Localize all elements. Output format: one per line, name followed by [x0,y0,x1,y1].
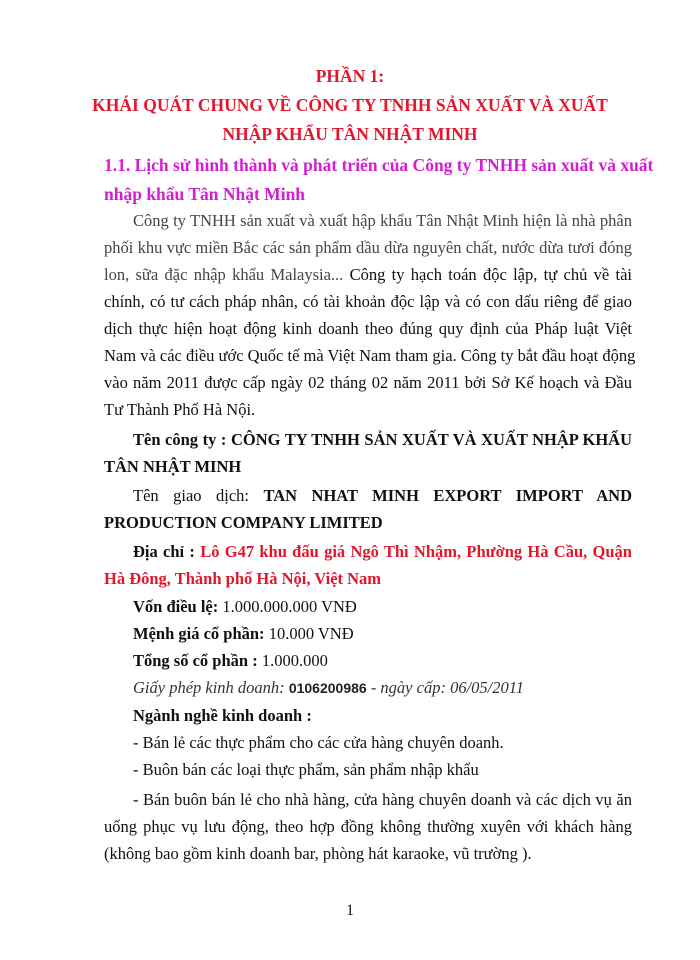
license-number: 0106200986 [288,680,367,696]
intro-line-3b: Công ty hạch toán độc lập, tự chủ về tài [343,265,632,284]
license-row [133,678,632,698]
intro-line-4: chính, có tư cách pháp nhân, có tài khoản độc lập và có con dấu riêng để giao [104,292,632,311]
business-item-2: - Buôn bán các loại thực phẩm, sản phẩm nhập khẩu [133,760,479,779]
trade-name-label: Tên giao dịch: [133,486,264,505]
trade-name-line-2: PRODUCTION COMPANY LIMITED [104,513,383,532]
part-heading: PHẦN 1: [315,66,385,86]
shares-total-value: 1.000.000 [261,651,328,670]
license-date: - ngày cấp: 06/05/2011 [366,678,525,697]
business-item-1: - Bán lẻ các thực phẩm cho các cửa hàng chuyên doanh. [133,733,504,752]
business-item-3-line-1: - Bán buôn bán lẻ cho nhà hàng, cửa hàng chuyên doanh và các dịch vụ ăn [133,790,632,809]
capital-label: Vốn điều lệ: [133,597,223,616]
address-line-1 [133,542,632,562]
capital-value: 1.000.000.000 VNĐ [222,597,357,616]
address-line-2: Hà Đông, Thành phố Hà Nội, Việt Nam [104,569,382,588]
section-heading-line-1: 1.1. Lịch sử hình thành và phát triển của Công ty TNHH sản xuất và xuất [104,155,654,175]
capital-row [133,597,632,617]
intro-line-7: vào năm 2011 được cấp ngày 02 tháng 02 năm 2011 bởi Sở Kế hoạch và Đầu [104,373,632,392]
intro-line-3 [104,265,632,285]
intro-line-1: Công ty TNHH sản xuất và xuất hập khẩu Tân Nhật Minh hiện là nhà phân [133,211,632,230]
company-name-line-2: TÂN NHẬT MINH [104,457,242,476]
business-heading: Ngành nghề kinh doanh : [133,706,312,725]
intro-line-2: phối khu vực miền Bắc các sản phẩm dầu dừa nguyên chất, nước dừa tươi đóng [104,238,632,257]
company-name-value: CÔNG TY TNHH SẢN XUẤT VÀ XUẤT NHẬP KHẨU [230,430,632,449]
page-number: 1 [346,902,354,919]
business-item-3-line-3: (không bao gồm kinh doanh bar, phòng hát karaoke, vũ trường ). [104,844,532,863]
intro-line-8: Tư Thành Phố Hà Nội. [104,400,256,419]
share-par-row [133,624,632,644]
title-line-2: NHẬP KHẨU TÂN NHẬT MINH [222,124,478,144]
business-item-3-line-2: uống phục vụ lưu động, theo hợp đồng không thường xuyên với khách hàng [104,817,632,836]
intro-line-3a: lon, sữa đặc nhập khẩu Malaysia... [104,265,344,284]
title-line-1: KHÁI QUÁT CHUNG VỀ CÔNG TY TNHH SẢN XUẤT VÀ XUẤT [92,95,608,115]
section-heading-line-2: nhập khẩu Tân Nhật Minh [104,184,306,204]
share-par-value: 10.000 VNĐ [268,624,354,643]
shares-total-row [133,651,632,671]
address-label: Địa chỉ : [133,542,201,561]
intro-line-5: dịch thực hiện hoạt động kinh doanh theo đúng quy định của Pháp luật Việt [104,319,632,338]
address-value: Lô G47 khu đấu giá Ngô Thì Nhậm, Phường Hà Cầu, Quận [200,542,632,561]
company-name-line-1 [133,430,632,450]
trade-name-value: TAN NHAT MINH EXPORT IMPORT AND [263,486,632,505]
share-par-label: Mệnh giá cổ phần: [133,624,269,643]
intro-line-6: Nam và các điều ước Quốc tế mà Việt Nam tham gia. Công ty bắt đầu hoạt động [104,346,636,365]
company-name-label: Tên công ty : [133,430,231,449]
shares-total-label: Tổng số cổ phần : [133,651,262,670]
license-label: Giấy phép kinh doanh: [133,678,289,697]
trade-name-line-1 [133,486,632,506]
